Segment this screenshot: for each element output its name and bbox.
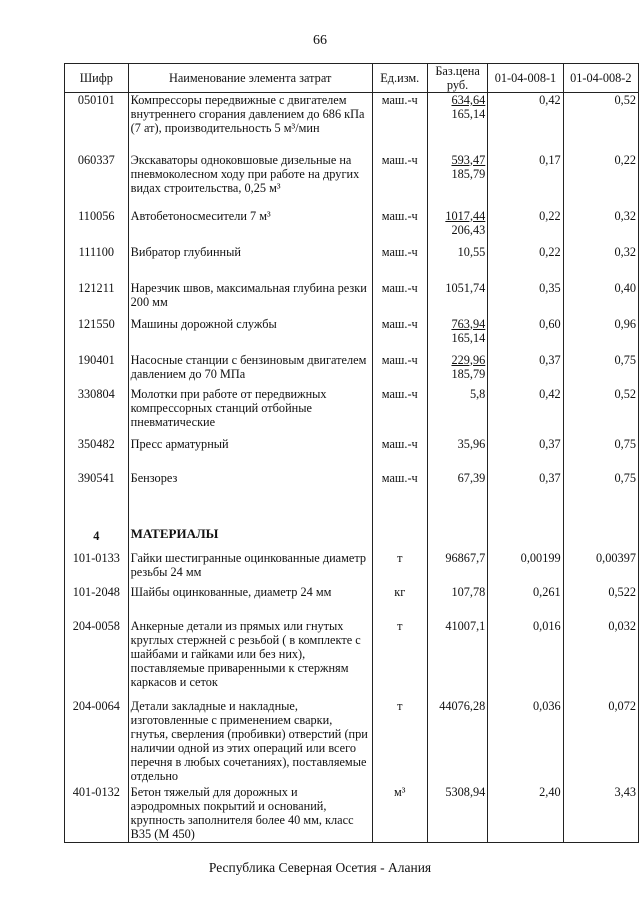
row-code: 060337 — [65, 153, 129, 209]
row-value-col1 — [488, 515, 563, 551]
row-unit: маш.-ч — [372, 281, 427, 317]
table-row — [65, 245, 639, 281]
row-value-col1: 0,22 — [488, 209, 563, 245]
row-value-col2: 0,96 — [563, 317, 638, 353]
row-value-col2: 0,52 — [563, 387, 638, 437]
row-price-secondary: 165,14 — [451, 330, 486, 345]
row-price — [427, 387, 487, 437]
row-name: Вибратор глубинный — [128, 245, 372, 281]
row-price — [427, 209, 487, 245]
row-name: Детали закладные и накладные, изготовленные с применением сварки, гнутья, сверления (пробивки) отверстий (при наличии одной из этих операций или всего перечня в любых сочетаниях), поставляемые отдельно — [128, 699, 372, 785]
row-value-col2: 0,22 — [563, 153, 638, 209]
table-row — [65, 153, 639, 209]
table-row — [65, 437, 639, 471]
row-value-col1: 0,37 — [488, 353, 563, 387]
row-price-main: 10,55 — [457, 244, 486, 259]
row-price-secondary: 185,79 — [451, 366, 486, 381]
row-price — [427, 353, 487, 387]
row-value-col2: 0,32 — [563, 209, 638, 245]
row-price-main: 96867,7 — [445, 550, 486, 565]
table-row — [65, 317, 639, 353]
row-value-col2: 0,522 — [563, 585, 638, 619]
row-name: Нарезчик швов, максимальная глубина резки 200 мм — [128, 281, 372, 317]
row-name: Анкерные детали из прямых или гнутых круглых стержней с резьбой ( в комплекте с шайбами и гайками или без них), поставляемые приваренными к стержням каркасов и сеток — [128, 619, 372, 699]
footer-region: Республика Северная Осетия - Алания — [208, 860, 432, 875]
row-price-main: 1017,44 — [445, 208, 486, 223]
table-row — [65, 93, 639, 153]
row-code: 204-0064 — [65, 699, 129, 785]
row-price-main: 1051,74 — [445, 280, 486, 295]
row-name: Бетон тяжелый для дорожных и аэродромных покрытий и оснований, крупность заполнителя более 40 мм, класс В35 (М 450) — [128, 785, 372, 843]
header-unit: Ед.изм. — [372, 64, 427, 93]
row-code: 190401 — [65, 353, 129, 387]
row-price-main: 5308,94 — [445, 784, 486, 799]
row-value-col2: 0,32 — [563, 245, 638, 281]
table-row — [65, 619, 639, 699]
row-unit: маш.-ч — [372, 153, 427, 209]
row-price — [427, 93, 487, 153]
row-unit: т — [372, 619, 427, 699]
row-unit: т — [372, 699, 427, 785]
row-price-main: 35,96 — [457, 436, 486, 451]
row-price-main: 5,8 — [469, 386, 486, 401]
row-unit: маш.-ч — [372, 387, 427, 437]
row-value-col2: 0,75 — [563, 471, 638, 515]
row-price-main: 107,78 — [451, 584, 486, 599]
row-name: Компрессоры передвижные с двигателем внутреннего сгорания давлением до 686 кПа (7 ат), производительность 5 м³/мин — [128, 93, 372, 153]
row-value-col1: 0,00199 — [488, 551, 563, 585]
page-number: 66 — [313, 33, 327, 48]
row-unit: т — [372, 551, 427, 585]
row-value-col2: 0,75 — [563, 437, 638, 471]
row-name: Экскаваторы одноковшовые дизельные на пневмоколесном ходу при работе на других видах строительства, 0,25 м³ — [128, 153, 372, 209]
row-unit: маш.-ч — [372, 471, 427, 515]
row-unit: маш.-ч — [372, 353, 427, 387]
row-price-main: 229,96 — [451, 352, 486, 367]
header-name: Наименование элемента затрат — [128, 64, 372, 93]
row-code: 121211 — [65, 281, 129, 317]
row-unit: маш.-ч — [372, 93, 427, 153]
row-code: 050101 — [65, 93, 129, 153]
row-name: Машины дорожной службы — [128, 317, 372, 353]
row-code: 390541 — [65, 471, 129, 515]
row-name: Пресс арматурный — [128, 437, 372, 471]
row-unit: маш.-ч — [372, 437, 427, 471]
row-value-col1: 0,60 — [488, 317, 563, 353]
row-price-main: 763,94 — [451, 316, 486, 331]
table-row — [65, 281, 639, 317]
row-code: 330804 — [65, 387, 129, 437]
row-price — [427, 281, 487, 317]
row-code: 4 — [65, 515, 129, 551]
table-row — [65, 209, 639, 245]
row-value-col1: 0,37 — [488, 471, 563, 515]
header-code: Шифр — [65, 64, 129, 93]
row-price-main: 41007,1 — [445, 618, 486, 633]
row-unit: маш.-ч — [372, 317, 427, 353]
row-price — [427, 437, 487, 471]
cost-table — [64, 63, 639, 843]
header-col1: 01-04-008-1 — [488, 64, 563, 93]
row-price-main: 44076,28 — [439, 698, 486, 713]
header-col2: 01-04-008-2 — [563, 64, 638, 93]
row-name: Гайки шестигранные оцинкованные диаметр резьбы 24 мм — [128, 551, 372, 585]
row-name: Насосные станции с бензиновым двигателем давлением до 70 МПа — [128, 353, 372, 387]
row-price — [427, 585, 487, 619]
row-price-secondary: 165,14 — [451, 107, 486, 121]
row-name: Бензорез — [128, 471, 372, 515]
row-price — [427, 699, 487, 785]
row-code: 101-0133 — [65, 551, 129, 585]
row-price — [427, 551, 487, 585]
table-row — [65, 353, 639, 387]
row-value-col1: 0,42 — [488, 387, 563, 437]
row-value-col1: 0,17 — [488, 153, 563, 209]
row-value-col2: 0,75 — [563, 353, 638, 387]
row-code: 401-0132 — [65, 785, 129, 843]
row-price-main: 593,47 — [451, 152, 486, 167]
row-price — [427, 619, 487, 699]
row-unit: маш.-ч — [372, 245, 427, 281]
header-price: Баз.цена руб. — [427, 64, 487, 93]
row-price — [427, 317, 487, 353]
row-price-secondary: 185,79 — [451, 166, 486, 181]
row-value-col1: 0,261 — [488, 585, 563, 619]
row-price — [427, 471, 487, 515]
row-price — [427, 515, 487, 551]
row-value-col2: 0,40 — [563, 281, 638, 317]
row-code: 121550 — [65, 317, 129, 353]
row-price — [427, 245, 487, 281]
row-code: 111100 — [65, 245, 129, 281]
row-value-col2 — [563, 515, 638, 551]
row-price-main: 67,39 — [457, 470, 486, 485]
table-row — [65, 785, 639, 843]
row-value-col2: 0,072 — [563, 699, 638, 785]
row-price-main: 634,64 — [451, 93, 486, 107]
row-unit: маш.-ч — [372, 209, 427, 245]
row-unit: м³ — [372, 785, 427, 843]
row-value-col1: 0,37 — [488, 437, 563, 471]
row-value-col1: 0,42 — [488, 93, 563, 153]
row-price-secondary: 206,43 — [451, 222, 486, 237]
row-code: 204-0058 — [65, 619, 129, 699]
row-value-col1: 0,016 — [488, 619, 563, 699]
row-value-col2: 0,00397 — [563, 551, 638, 585]
row-value-col2: 0,52 — [563, 93, 638, 153]
table-row — [65, 471, 639, 515]
row-value-col2: 3,43 — [563, 785, 638, 843]
table-row — [65, 551, 639, 585]
row-unit — [372, 515, 427, 551]
row-code: 350482 — [65, 437, 129, 471]
table-row — [65, 699, 639, 785]
table-row — [65, 585, 639, 619]
row-name: Шайбы оцинкованные, диаметр 24 мм — [128, 585, 372, 619]
row-name: МАТЕРИАЛЫ — [128, 515, 372, 551]
section-row — [65, 515, 639, 551]
row-price — [427, 153, 487, 209]
row-value-col1: 0,35 — [488, 281, 563, 317]
row-code: 101-2048 — [65, 585, 129, 619]
row-unit: кг — [372, 585, 427, 619]
table-header-row — [65, 64, 639, 93]
table-row — [65, 387, 639, 437]
row-name: Автобетоносмесители 7 м³ — [128, 209, 372, 245]
row-code: 110056 — [65, 209, 129, 245]
row-value-col1: 2,40 — [488, 785, 563, 843]
row-value-col1: 0,036 — [488, 699, 563, 785]
row-price — [427, 785, 487, 843]
row-name: Молотки при работе от передвижных компрессорных станций отбойные пневматические — [128, 387, 372, 437]
row-value-col2: 0,032 — [563, 619, 638, 699]
row-value-col1: 0,22 — [488, 245, 563, 281]
